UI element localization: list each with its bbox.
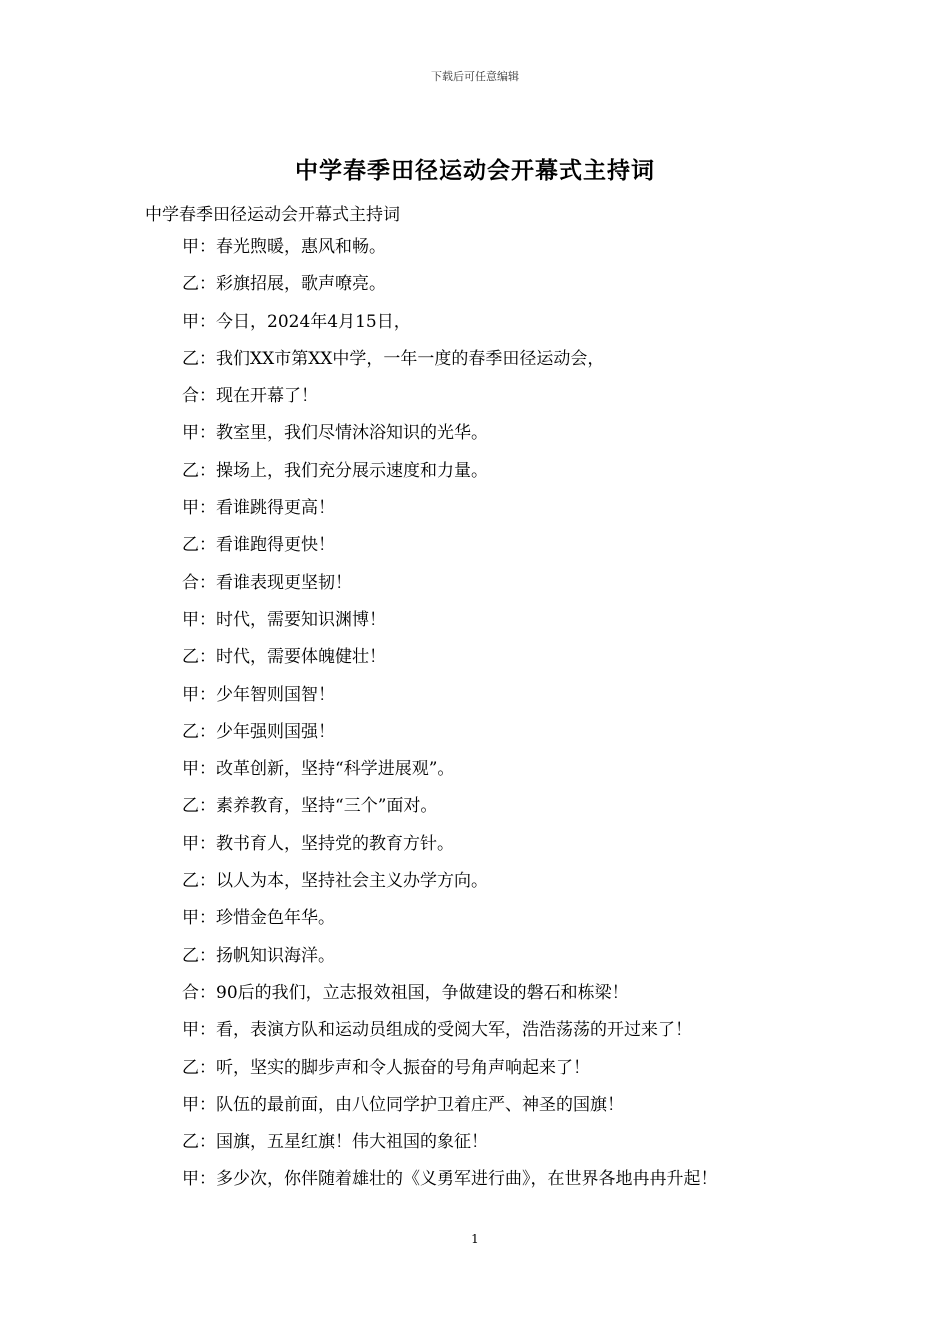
dialogue-line: 乙：素养教育，坚持“三个”面对。: [182, 796, 438, 817]
dialogue-line: 合：现在开幕了！: [182, 386, 318, 407]
dialogue-line: 乙：操场上，我们充分展示速度和力量。: [182, 460, 488, 481]
dialogue-line: 乙：少年强则国强！: [182, 721, 335, 742]
document-subtitle: 中学春季田径运动会开幕式主持词: [145, 205, 400, 225]
dialogue-line: 甲：看，表演方队和运动员组成的受阅大军，浩浩荡荡的开过来了！: [182, 1020, 692, 1041]
dialogue-line: 甲：教室里，我们尽情沐浴知识的光华。: [182, 423, 488, 444]
dialogue-line: 乙：我们XX市第XX中学，一年一度的春季田径运动会，: [182, 348, 605, 369]
dialogue-line: 甲：队伍的最前面，由八位同学护卫着庄严、神圣的国旗！: [182, 1094, 624, 1115]
header-note: 下载后可任意编辑: [431, 70, 519, 83]
page-number: 1: [471, 1232, 479, 1246]
dialogue-line: 乙：扬帆知识海洋。: [182, 945, 335, 966]
dialogue-line: 甲：今日，2024年4月15日，: [182, 311, 411, 332]
dialogue-line: 甲：看谁跳得更高！: [182, 498, 335, 519]
dialogue-list: [182, 237, 882, 1207]
dialogue-line: 甲：少年智则国智！: [182, 684, 335, 705]
dialogue-line: 合：90后的我们，立志报效祖国，争做建设的磐石和栋梁！: [182, 982, 629, 1003]
dialogue-line: 甲：春光煦暖，惠风和畅。: [182, 237, 386, 257]
dialogue-line: 乙：国旗，五星红旗！伟大祖国的象征！: [182, 1132, 488, 1153]
dialogue-line: 乙：以人为本，坚持社会主义办学方向。: [182, 871, 488, 892]
dialogue-line: 甲：多少次，你伴随着雄壮的《义勇军进行曲》，在世界各地冉冉升起！: [182, 1169, 718, 1190]
dialogue-line: 乙：听，坚实的脚步声和令人振奋的号角声响起来了！: [182, 1057, 590, 1078]
dialogue-line: 合：看谁表现更坚韧！: [182, 572, 352, 593]
dialogue-line: 甲：珍惜金色年华。: [182, 908, 335, 929]
dialogue-line: 甲：教书育人，坚持党的教育方针。: [182, 833, 454, 854]
document-title: 中学春季田径运动会开幕式主持词: [295, 157, 655, 184]
dialogue-line: 甲：改革创新，坚持“科学进展观”。: [182, 759, 455, 780]
dialogue-line: 乙：看谁跑得更快！: [182, 535, 335, 556]
dialogue-line: 甲：时代，需要知识渊博！: [182, 609, 386, 630]
dialogue-line: 乙：彩旗招展，歌声嘹亮。: [182, 274, 386, 295]
dialogue-line: 乙：时代，需要体魄健壮！: [182, 647, 386, 668]
